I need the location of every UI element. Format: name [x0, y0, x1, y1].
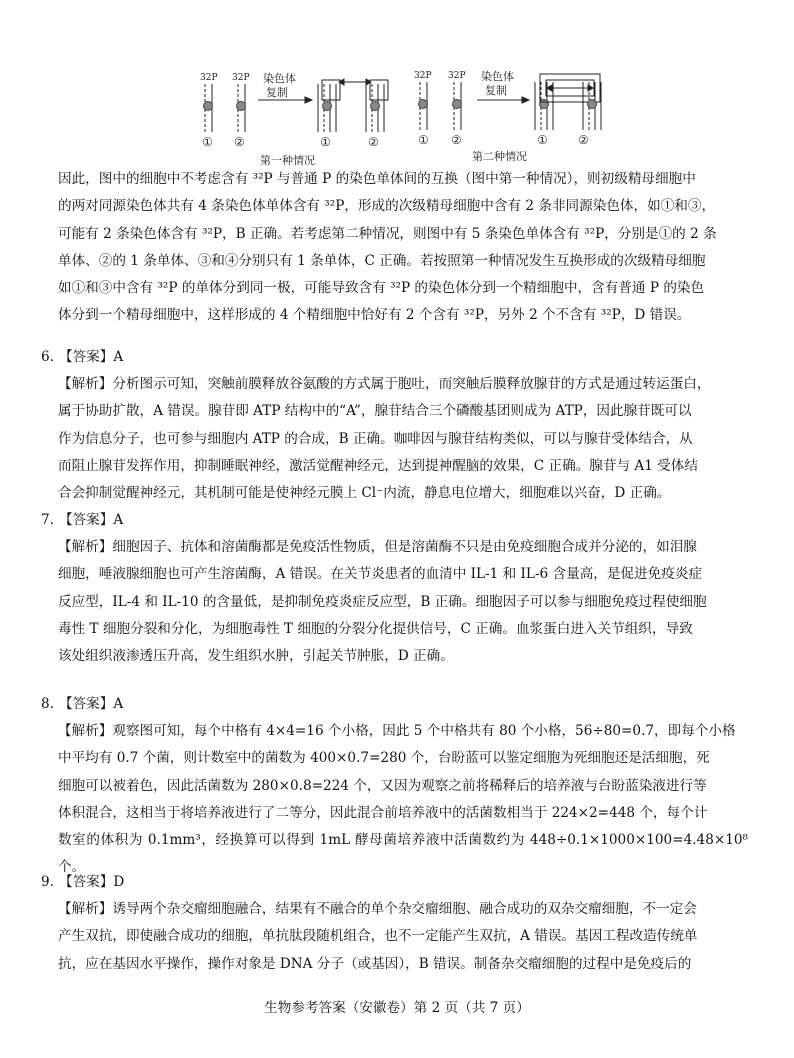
question-number: 8. — [41, 696, 54, 712]
text-line: 作为信息分子，也可参与细胞内 ATP 的合成，B 正确。咖啡因与腺苷结构类似，可以与腺苷受体结合，从 — [58, 430, 693, 447]
text-line: 而阻止腺苷发挥作用，抑制睡眠神经，激活觉醒神经元，达到提神醒脑的效果，C 正确。腺苷与 A1 受体结 — [58, 457, 698, 474]
text-line: 反应型，IL-4 和 IL-10 的含量低，是抑制免疫炎症反应型，B 正确。细胞因子可以参与细胞免疫过程使细胞 — [58, 593, 707, 610]
p32-label: 32P — [232, 73, 250, 83]
question-8-answer — [41, 692, 123, 716]
p32-label: 32P — [448, 71, 466, 81]
question-7-answer — [41, 508, 123, 532]
text-line: 【解析】观察图可知，每个中格有 4×4=16 个小格，因此 5 个中格共有 80 个小格，56÷80=0.7，即每个小格 — [58, 723, 736, 739]
answer-label: 【答案】A — [59, 349, 124, 365]
caption-first-case: 第一种情况 — [260, 154, 315, 167]
copy-label: 染色体 — [263, 72, 296, 85]
text-line: 可能有 2 条染色体含有 ³²P，B 正确。若考虑第二种情况，则图中有 5 条染色单体含有 ³²P，分别是①的 2 条 — [58, 225, 717, 242]
mark-2: ② — [578, 133, 589, 147]
text-line: 数室的体积为 0.1mm³，经换算可以得到 1mL 酵母菌培养液中活菌数约为 448÷0.1×1000×100=4.48×10⁸ 个。 — [58, 832, 748, 876]
question-7-explanation — [58, 534, 748, 670]
text-line: 属于协助扩散，A 错误。腺苷即 ATP 结构中的“A”，腺苷结合三个磷酸基团则成为 ATP，因此腺苷既可以 — [58, 403, 692, 420]
text-line: 抗，应在基因水平操作，操作对象是 DNA 分子（或基因），B 错误。制备杂交瘤细胞的过程中是免疫后的 — [58, 955, 692, 972]
answer-label: 【答案】A — [59, 696, 124, 712]
mark-1: ① — [418, 133, 429, 147]
intro-paragraph — [58, 166, 748, 330]
figure-second-case — [414, 69, 601, 163]
question-6-answer — [41, 345, 123, 369]
text-line: 如①和③中含有 ³²P 的单体分到同一极，可能导致含有 ³²P 的染色体分到一个精细胞中，含有普通 P 的染色 — [58, 280, 705, 297]
p32-label: 32P — [414, 71, 432, 81]
question-6-explanation — [58, 371, 748, 507]
text-line: 体积混合，这相当于将培养液进行了二等分，因此混合前培养液中的活菌数相当于 224×2=448 个，每个计 — [58, 804, 708, 821]
text-line: 因此，图中的细胞中不考虑含有 ³²P 与普通 P 的染色单体间的互换（图中第一种情况），则初级精母细胞中 — [58, 171, 696, 187]
figure-first-case — [200, 71, 388, 167]
copy-label: 复制 — [266, 86, 288, 99]
text-line: 单体、②的 1 条单体、③和④分别只有 1 条单体，C 正确。若按照第一种情况发生互换形成的次级精母细胞 — [58, 252, 706, 269]
mark-1: ① — [202, 135, 213, 149]
answer-label: 【答案】A — [59, 512, 124, 528]
mark-2: ② — [451, 133, 462, 147]
text-line: 【解析】细胞因子、抗体和溶菌酶都是免疫活性物质，但是溶菌酶不只是由免疫细胞合成并分泌的，如泪腺 — [58, 539, 697, 555]
mark-1: ① — [320, 135, 331, 149]
copy-label: 染色体 — [481, 70, 514, 83]
mark-1: ① — [537, 133, 548, 147]
question-number: 7. — [41, 512, 54, 528]
text-line: 毒性 T 细胞分裂和分化，为细胞毒性 T 细胞的分裂分化提供信号，C 正确。血浆蛋白进入关节组织，导致 — [58, 620, 693, 637]
question-9-explanation — [58, 896, 748, 978]
question-8-explanation — [58, 718, 748, 882]
p32-label: 32P — [200, 73, 218, 83]
text-line: 的两对同源染色体共有 4 条染色体单体含有 ³²P，形成的次级精母细胞中含有 2 条非同源染色体，如①和③， — [58, 198, 716, 215]
text-line: 产生双抗，即使融合成功的细胞，单抗肽段随机组合，也不一定能产生双抗，A 错误。基因工程改造传统单 — [58, 928, 698, 945]
text-line: 细胞，唾液腺细胞也可产生溶菌酶，A 错误。在关节炎患者的血清中 IL-1 和 IL-6 含量高，是促进免疫炎症 — [58, 566, 703, 583]
question-number: 9. — [41, 874, 54, 890]
question-9-answer — [41, 870, 124, 894]
text-line: 细胞可以被着色，因此活菌数为 280×0.8=224 个，又因为观察之前将稀释后的培养液与台盼蓝染液进行等 — [58, 777, 707, 794]
page-footer: 生物参考答案（安徽卷）第 2 页（共 7 页） — [264, 1000, 530, 1016]
text-line: 【解析】诱导两个杂交瘤细胞融合，结果有不融合的单个杂交瘤细胞、融合成功的双杂交瘤细胞，不一定会 — [58, 901, 697, 917]
caption-second-case: 第二种情况 — [472, 150, 527, 163]
copy-label: 复制 — [485, 84, 507, 97]
chromosome-replication-figure — [0, 60, 794, 170]
text-line: 合会抑制觉醒神经元，其机制可能是使神经元膜上 Cl⁻内流，静息电位增大，细胞难以兴奋，D 正确。 — [58, 485, 671, 502]
text-line: 体分到一个精母细胞中，这样形成的 4 个精细胞中恰好有 2 个含有 ³²P，另外 2 个不含有 ³²P，D 错误。 — [58, 307, 691, 324]
question-number: 6. — [41, 349, 54, 365]
text-line: 该处组织液渗透压升高，发生组织水肿，引起关节肿胀，D 正确。 — [58, 648, 454, 665]
mark-2: ② — [234, 135, 245, 149]
text-line: 中平均有 0.7 个菌，则计数室中的菌数为 400×0.7=280 个，台盼蓝可以鉴定细胞为死细胞还是活细胞，死 — [58, 750, 710, 767]
mark-2: ② — [368, 135, 379, 149]
answer-label: 【答案】D — [59, 874, 125, 890]
text-line: 【解析】分析图示可知，突触前膜释放谷氨酸的方式属于胞吐，而突触后膜释放腺苷的方式是通过转运蛋白， — [58, 376, 711, 392]
